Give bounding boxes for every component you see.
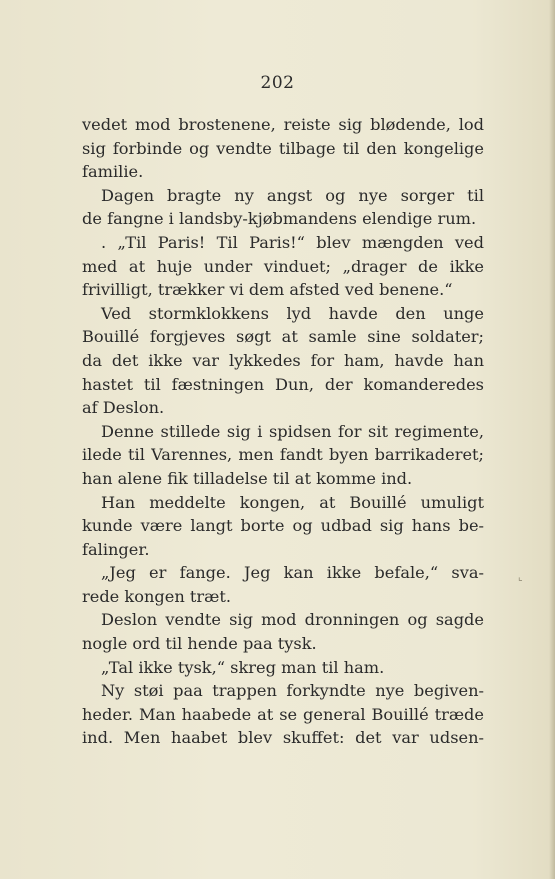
text-line: Bouillé forgjeves søgt at samle sine soldater;	[82, 327, 484, 347]
page-number: 202	[260, 73, 295, 93]
text-line: Denne stillede sig i spidsen for sit regimente,	[101, 421, 484, 441]
text-line: falinger.	[82, 539, 150, 559]
text-line: kunde være langt borte og udbad sig hans be-	[82, 516, 484, 536]
text-line: han alene fik tilladelse til at komme ind.	[82, 468, 413, 488]
body-text	[82, 113, 484, 750]
text-line: frivilligt, trækker vi dem afsted ved benene.“	[82, 280, 453, 300]
text-line: . „Til Paris! Til Paris!“ blev mængden ved	[101, 232, 484, 252]
text-line: Ved stormklokkens lyd havde den unge	[101, 303, 484, 323]
text-line: sig forbinde og vendte tilbage til den kongelige	[82, 138, 484, 158]
text-line: hastet til fæstningen Dun, der komanderedes	[82, 374, 484, 394]
text-line: ilede til Varennes, men fandt byen barrikaderet;	[82, 445, 484, 465]
text-line: de fangne i landsby-kjøbmandens elendige rum.	[82, 209, 477, 229]
text-line: da det ikke var lykkedes for ham, havde han	[82, 350, 484, 370]
text-line: Deslon vendte sig mod dronningen og sagde	[101, 610, 484, 630]
text-line: nogle ord til hende paa tysk.	[82, 634, 317, 654]
margin-mark: ⌞	[518, 572, 523, 583]
page-edge-shadow	[549, 0, 555, 879]
text-line: familie.	[82, 162, 144, 182]
text-line: „Jeg er fange. Jeg kan ikke befale,“ sva-	[101, 563, 484, 583]
text-line: Dagen bragte ny angst og nye sorger til	[101, 185, 484, 205]
text-line: „Tal ikke tysk,“ skreg man til ham.	[101, 657, 385, 677]
text-line: med at huje under vinduet; „drager de ikke	[82, 256, 484, 276]
text-line: Ny støi paa trappen forkyndte nye begiven-	[101, 681, 484, 701]
text-line: Han meddelte kongen, at Bouillé umuligt	[101, 492, 484, 512]
text-line: vedet mod brostenene, reiste sig blødende, lod	[82, 115, 484, 134]
text-line: ind. Men haabet blev skuffet: det var udsen-	[82, 728, 484, 748]
text-line: rede kongen træt.	[82, 586, 232, 606]
text-line: af Deslon.	[82, 398, 165, 418]
text-line: heder. Man haabede at se general Bouillé træde	[82, 704, 484, 724]
